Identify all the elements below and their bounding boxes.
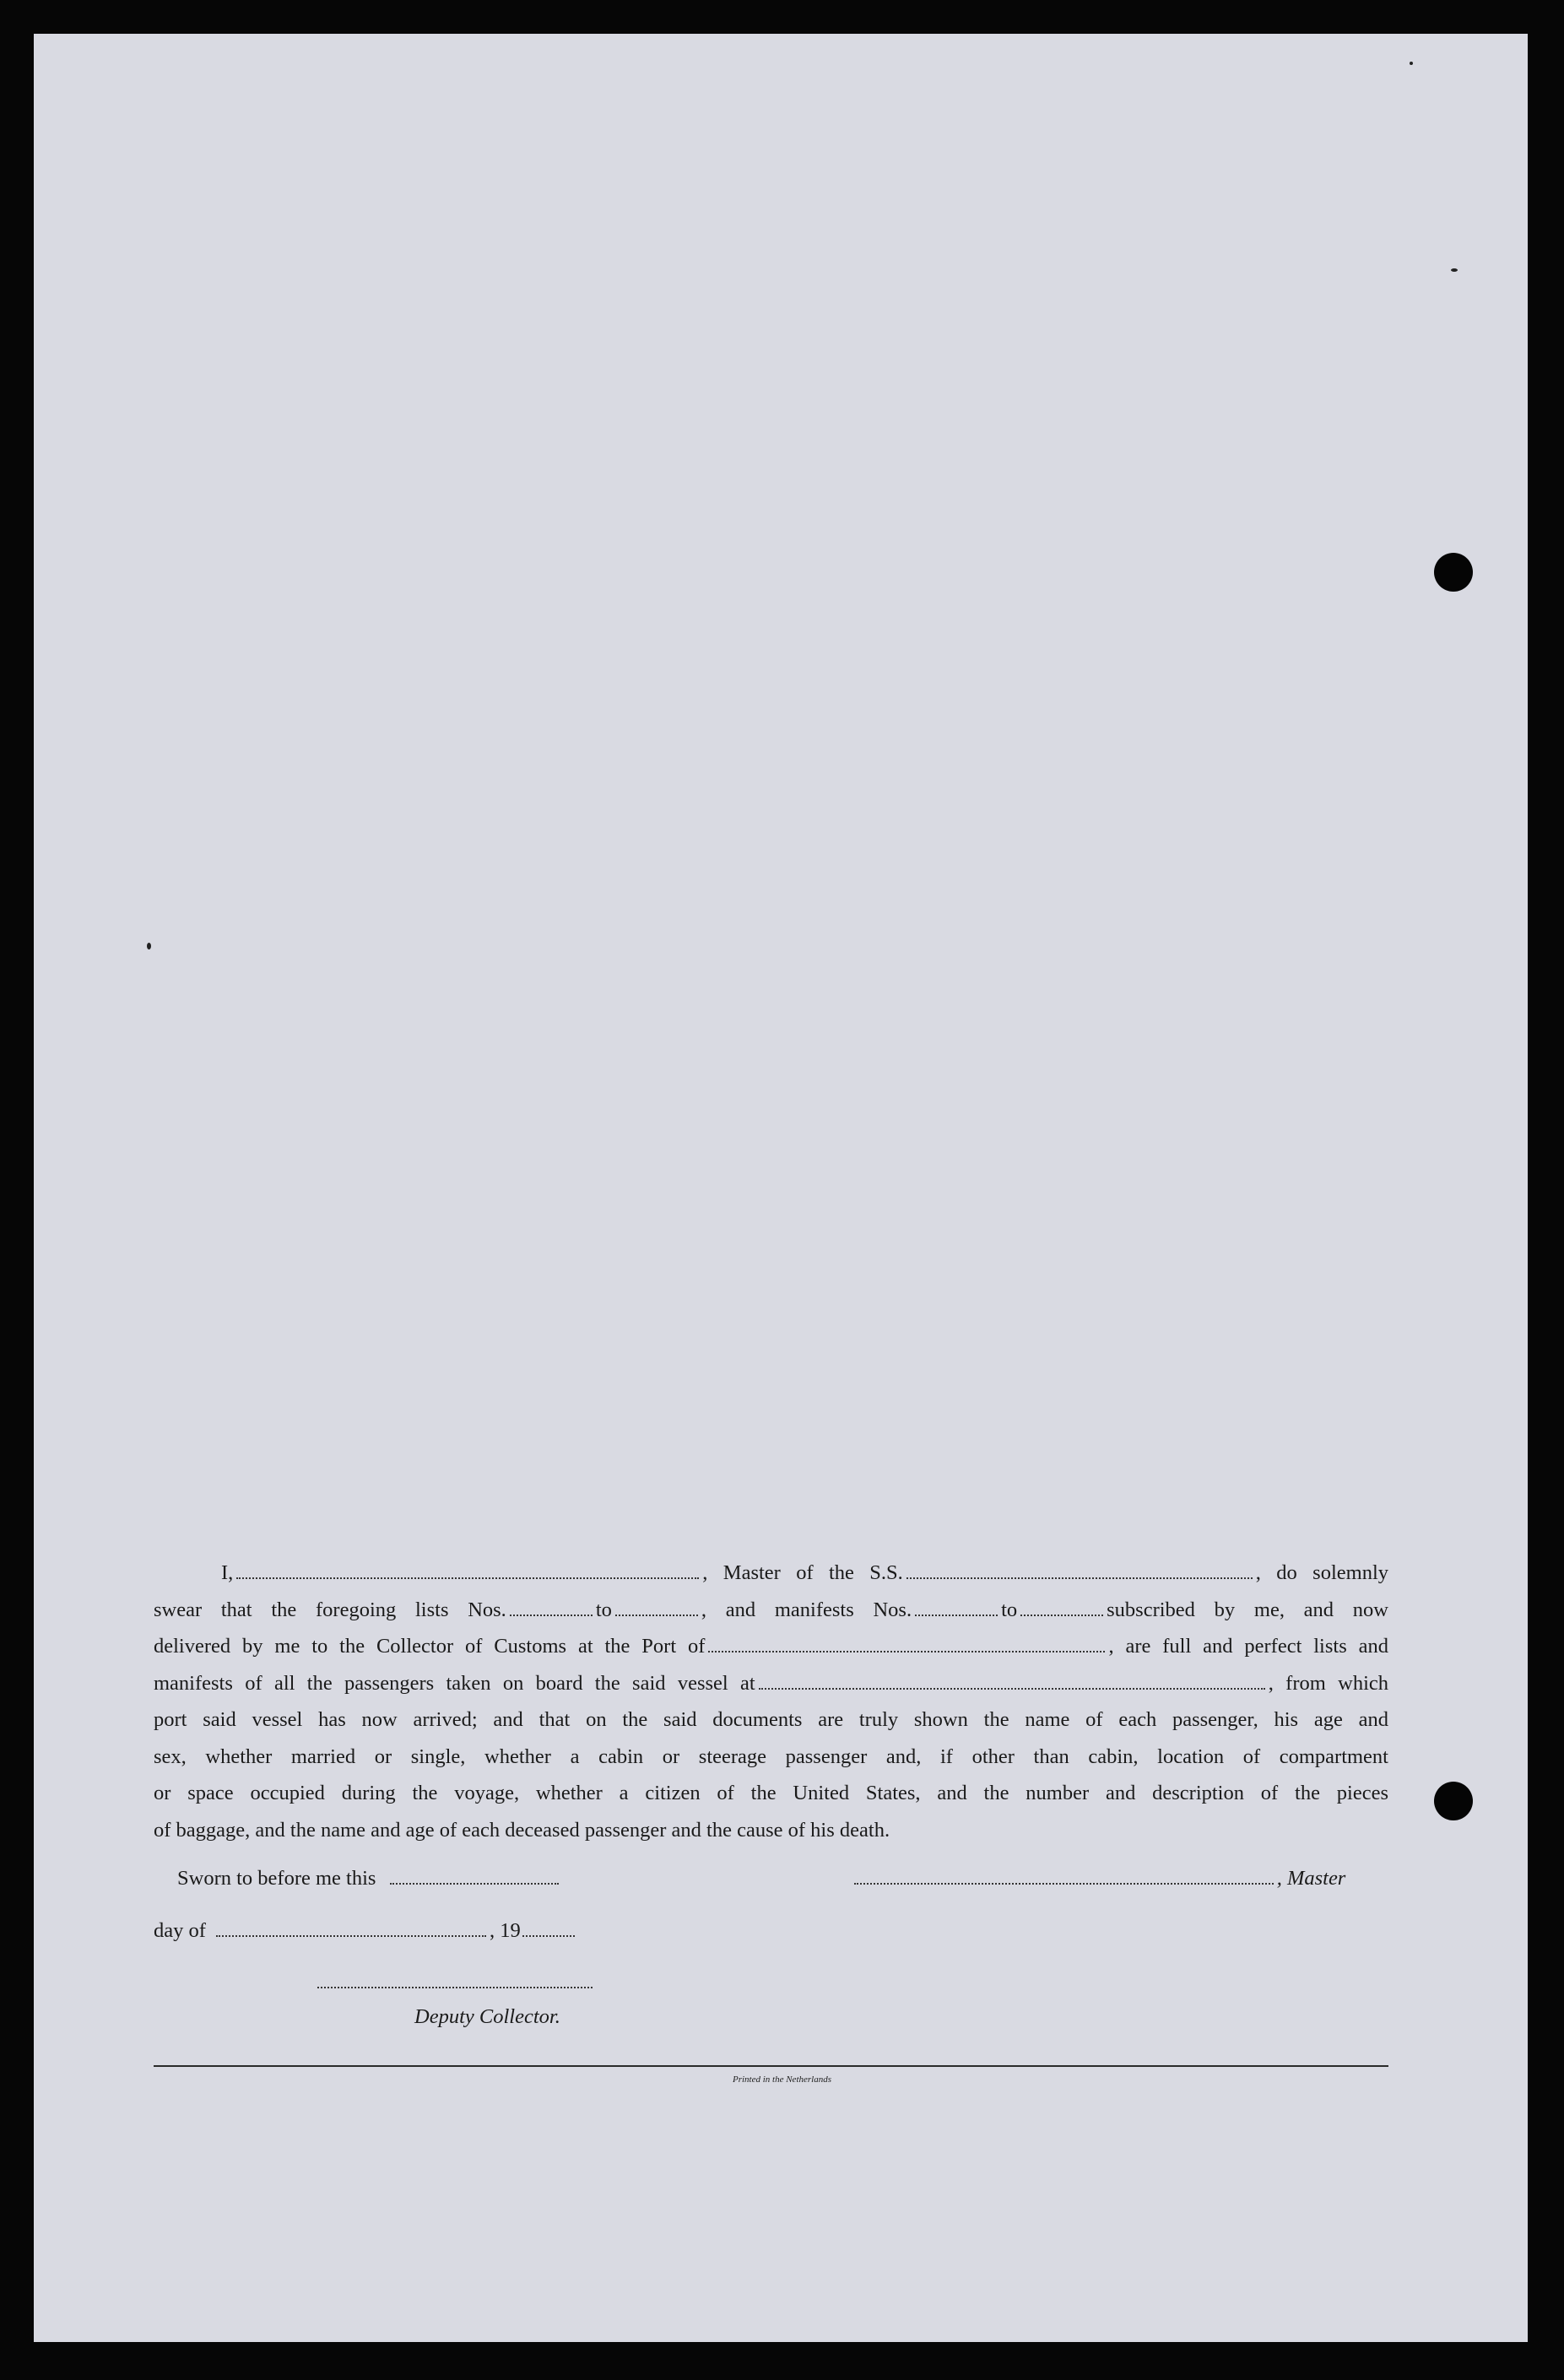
footer-rule	[154, 2065, 1388, 2067]
manifests-to-blank	[1020, 1601, 1103, 1616]
oath-text: I,	[221, 1561, 234, 1584]
printed-in-label: Printed in the Netherlands	[732, 2074, 831, 2085]
punch-hole-bottom	[1434, 1782, 1473, 1820]
oath-line-5: port said vessel has now arrived; and that on the said documents are truly shown the name of each passenger, his age and	[154, 1708, 1388, 1731]
day-of-blank	[216, 1922, 486, 1937]
port-blank	[708, 1637, 1105, 1652]
day-of-label: day of	[154, 1919, 206, 1942]
sworn-date-blank	[390, 1869, 559, 1885]
deputy-collector-label: Deputy Collector.	[414, 2005, 560, 2028]
oath-text: swear that the foregoing lists Nos.	[154, 1598, 506, 1621]
deputy-signature-blank	[317, 1973, 593, 1988]
oath-line-7: or space occupied during the voyage, whether a citizen of the United States, and the number and description of the pieces	[154, 1782, 1388, 1804]
oath-line-6: sex, whether married or single, whether a cabin or steerage passenger and, if other than cabin, location of compartment	[154, 1744, 1388, 1768]
oath-line-8: of baggage, and the name and age of each deceased passenger and the cause of his death.	[154, 1818, 890, 1842]
ship-name-blank	[906, 1564, 1253, 1579]
day-of-row	[154, 1919, 1388, 1943]
oath-text: manifests of all the passengers taken on board the said vessel at	[154, 1671, 755, 1695]
oath-line-2	[154, 1592, 1388, 1629]
speck	[1410, 62, 1413, 65]
speck	[1451, 268, 1458, 272]
oath-text: , from which	[1268, 1671, 1389, 1695]
year-prefix: , 19	[490, 1919, 521, 1942]
bleed-through	[439, 177, 454, 203]
oath-line-3	[154, 1628, 1388, 1665]
master-label: , Master	[1276, 1867, 1346, 1890]
oath-paragraph	[154, 1555, 1388, 1848]
oath-text: , are full and perfect lists and	[1108, 1635, 1388, 1658]
oath-text: , Master of the S.S.	[702, 1561, 903, 1584]
master-signature-blank	[854, 1869, 1274, 1885]
punch-hole-top	[1434, 553, 1473, 592]
oath-text: , do solemnly	[1255, 1561, 1388, 1584]
speck	[147, 943, 151, 949]
lists-to-blank	[615, 1601, 698, 1616]
manifests-from-blank	[915, 1601, 998, 1616]
oath-text: subscribed by me, and now	[1107, 1598, 1388, 1621]
master-name-blank	[236, 1564, 699, 1579]
oath-line-1	[154, 1555, 1388, 1592]
lists-from-blank	[510, 1601, 593, 1616]
oath-text: , and manifests Nos.	[701, 1598, 912, 1621]
oath-text: delivered by me to the Collector of Customs at the Port of	[154, 1635, 706, 1658]
deputy-signature-row	[154, 1971, 1388, 1994]
oath-text: to	[595, 1598, 612, 1621]
oath-line-4	[154, 1665, 1388, 1702]
document-sheet	[34, 34, 1528, 2342]
year-blank	[522, 1922, 575, 1937]
oath-text: to	[1001, 1598, 1018, 1621]
sworn-row	[154, 1867, 1388, 1890]
sworn-label: Sworn to before me this	[177, 1867, 376, 1890]
departure-port-blank	[759, 1674, 1265, 1690]
